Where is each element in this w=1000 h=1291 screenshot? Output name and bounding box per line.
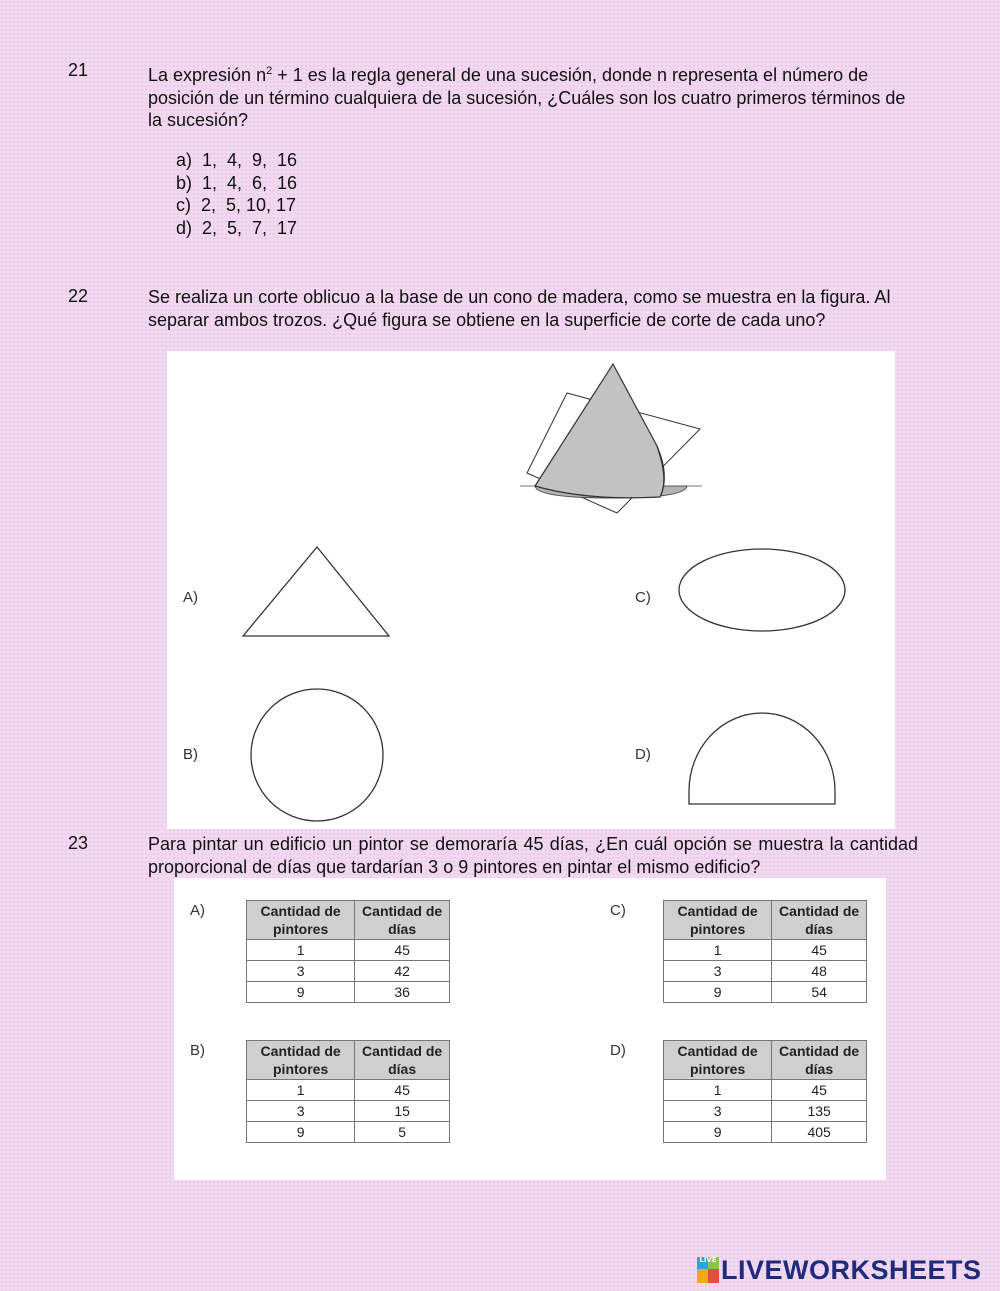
circle-shape <box>251 689 383 821</box>
cone-body <box>535 364 664 498</box>
question-21-number: 21 <box>68 60 89 80</box>
table-row: 9 54 <box>664 982 867 1003</box>
label-d: D) <box>635 746 651 763</box>
header-dias: Cantidad de días <box>355 1041 450 1080</box>
header-dias: Cantidad de días <box>772 1041 867 1080</box>
exponent: 2 <box>266 65 273 77</box>
table-row: 3 135 <box>664 1101 867 1122</box>
triangle-shape <box>243 547 389 636</box>
label-c: C) <box>635 589 651 606</box>
question-22-text: Se realiza un corte oblicuo a la base de un cono de madera, como se muestra en la figura. Al separar ambos trozos. ¿Qué figura se obtiene en la superficie de corte de cada uno? <box>148 287 891 330</box>
figure-panel <box>167 351 895 829</box>
table-c <box>663 900 867 1003</box>
header-pintores: Cantidad de pintores <box>247 1041 355 1080</box>
table-label-c: C) <box>610 902 626 919</box>
table-row: 1 45 <box>664 940 867 961</box>
option-b[interactable]: b) 1, 4, 6, 16 <box>176 172 298 193</box>
table-label-b: B) <box>190 1042 205 1059</box>
table-b <box>246 1040 450 1143</box>
table-row: 9 405 <box>664 1122 867 1143</box>
table-row: 1 45 <box>247 940 450 961</box>
header-pintores: Cantidad de pintores <box>664 1041 772 1080</box>
table-label-a: A) <box>190 902 205 919</box>
liveworksheets-logo[interactable] <box>697 1255 982 1285</box>
question-23-text: Para pintar un edificio un pintor se demoraría 45 días, ¿En cuál opción se muestra la cantidad proporcional de días que tardarían 3 o 9 pintores en pintar el mismo edificio? <box>148 834 918 877</box>
table-row: 1 45 <box>664 1080 867 1101</box>
table-row: 1 45 <box>247 1080 450 1101</box>
ellipse-shape <box>679 549 845 631</box>
header-pintores: Cantidad de pintores <box>664 901 772 940</box>
semi-ellipse-shape <box>689 713 835 804</box>
table-row: 3 15 <box>247 1101 450 1122</box>
header-dias: Cantidad de días <box>355 901 450 940</box>
header-pintores: Cantidad de pintores <box>247 901 355 940</box>
question-21-text-after: + 1 es la regla general de una sucesión, donde n representa el número de posición de un término cualquiera de la sucesión, ¿Cuáles son los cuatro primeros términos de la sucesión? <box>148 65 906 130</box>
option-a[interactable]: a) 1, 4, 9, 16 <box>176 150 298 170</box>
question-21-text-before: La expresión n <box>148 65 267 85</box>
label-b: B) <box>183 746 198 763</box>
table-d <box>663 1040 867 1143</box>
question-21-options <box>176 149 297 239</box>
label-a: A) <box>183 589 198 606</box>
cone-figure <box>520 364 702 513</box>
logo-badge-text: LIVE <box>699 1256 717 1264</box>
question-22-number: 22 <box>68 286 89 306</box>
table-row: 9 5 <box>247 1122 450 1143</box>
figure-svg <box>167 351 895 829</box>
logo-badge-icon <box>697 1257 719 1283</box>
table-a <box>246 900 450 1003</box>
logo-text: LIVEWORKSHEETS <box>721 1254 982 1285</box>
header-dias: Cantidad de días <box>772 901 867 940</box>
table-row: 3 42 <box>247 961 450 982</box>
tables-panel <box>174 878 886 1180</box>
table-row: 3 48 <box>664 961 867 982</box>
table-label-d: D) <box>610 1042 626 1059</box>
table-row: 9 36 <box>247 982 450 1003</box>
question-23-number: 23 <box>68 833 89 853</box>
question-21-text <box>148 60 918 132</box>
option-d[interactable]: d) 2, 5, 7, 17 <box>176 217 298 238</box>
option-c[interactable]: c) 2, 5, 10, 17 <box>176 195 297 215</box>
